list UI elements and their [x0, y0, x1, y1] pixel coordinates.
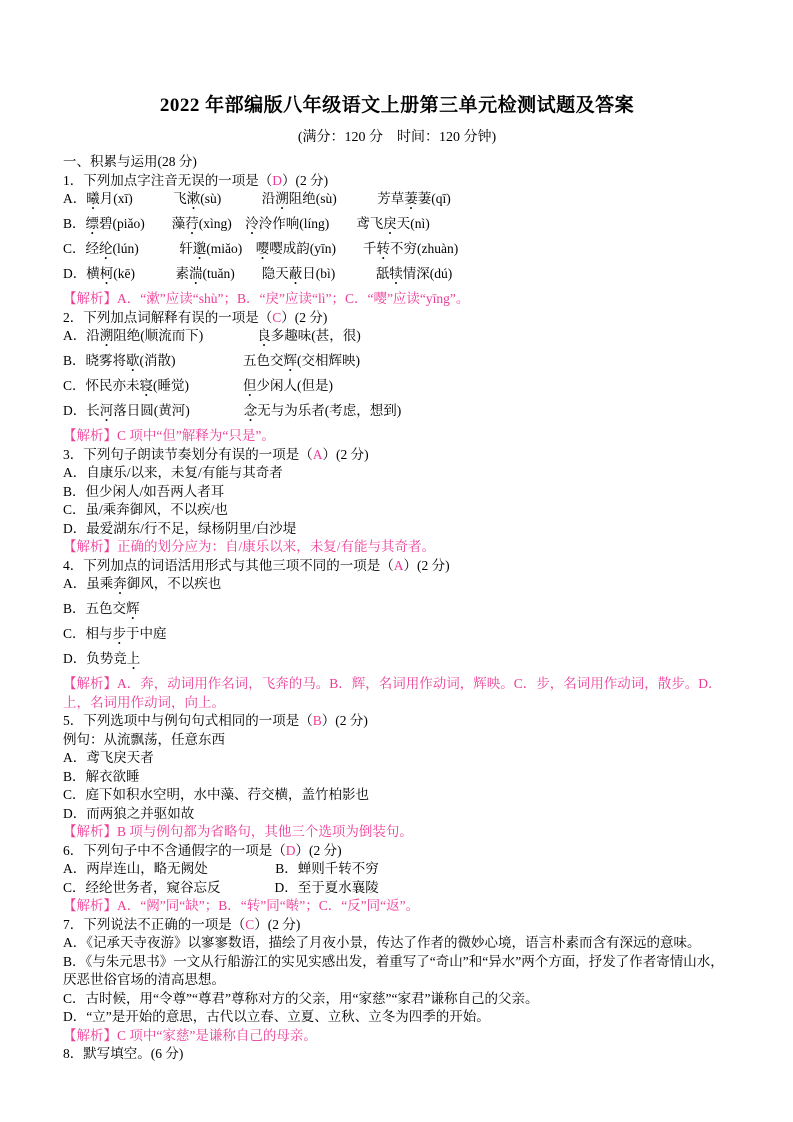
q3-option-a: A．自康乐/以来，未复/有能与其奇者	[63, 465, 283, 480]
emphasized-char: 步	[112, 626, 127, 641]
answer-letter: C	[245, 916, 255, 932]
emphasized-char: 河	[99, 403, 114, 418]
q4-option-b: B．五色交辉	[63, 600, 731, 619]
emphasized-char: 纶	[99, 241, 113, 256]
answer-letter: D	[285, 842, 296, 858]
emphasized-char: 歇	[126, 353, 140, 368]
emphasized-char: 湍	[188, 266, 203, 281]
emphasized-char: 念	[243, 403, 258, 418]
answer-letter: C	[272, 309, 282, 325]
emphasized-char: 转	[376, 241, 391, 256]
q4-option-c: C．相与步于中庭	[63, 625, 731, 644]
answer-letter: B	[312, 713, 322, 728]
document-body	[63, 153, 731, 1064]
emphasized-char: 良	[257, 328, 271, 343]
q6-analysis: 【解析】A．“阙”同“缺”；B．“转”同“啭”；C．“反”同“返”。	[63, 898, 420, 913]
emphasized-char: 嘤	[255, 241, 270, 256]
q3-analysis: 【解析】正确的划分应为：自/康乐以来，未复/有能与其奇者。	[63, 539, 436, 554]
q5-analysis: 【解析】B 项与例句都为省略句，其他三个选项为倒装句。	[63, 824, 413, 839]
q1-analysis: 【解析】A．“漱”应读“shù”；B．“戾”应读“lì”；C．“嘤”应读“yīng”。	[63, 291, 470, 306]
emphasized-char: 戾	[383, 216, 397, 231]
emphasized-char: 辉	[283, 353, 298, 368]
q5-example-sentence: 例句：从流飘荡，任意东西	[63, 731, 225, 747]
emphasized-char: 柯	[99, 266, 114, 281]
page-title: 2022 年部编版八年级语文上册第三单元检测试题及答案	[159, 95, 635, 116]
q1-option-d: D．横柯(kē) 素湍(tuǎn) 隐天蔽日(bì) 舐犊情深(dú)	[63, 265, 731, 284]
q6-options-c-d: C．经纶世务者，窥谷忘反 D．至于夏水襄陵	[63, 879, 379, 895]
q8-stem: 8．默写填空。(6 分)	[63, 1046, 184, 1061]
q4-option-a: A．虽乘奔御风，不以疾也	[63, 575, 731, 594]
emphasized-char: 奔	[113, 576, 127, 591]
q5-option-b: B．解衣欲睡	[63, 768, 140, 784]
emphasized-char: 但	[243, 378, 257, 393]
emphasized-char: 邈	[192, 241, 207, 256]
q7-option-c: C．古时候，用“令尊”“尊君”尊称对方的父亲，用“家慈”“家君”谦称自己的父亲。	[63, 990, 539, 1006]
q1-option-c: C．经纶(lún) 轩邈(miǎo) 嘤嘤成韵(yīn) 千转不穷(zhuàn)	[63, 240, 731, 259]
q1-option-a: A．曦月(xī) 飞漱(sù) 沿溯阻绝(sù) 芳草萋萋(qī)	[63, 190, 731, 209]
q7-option-d: D．“立”是开始的意思，古代以立春、立夏、立秋、立冬为四季的开始。	[63, 1009, 490, 1024]
q2-option-c: C．怀民亦未寝(睡觉) 但少闲人(但是)	[63, 377, 731, 396]
q6-options-a-b: A．两岸连山，略无阙处 B．蝉则千转不穷	[63, 861, 379, 876]
q2-option-b: B．晓雾将歇(消散) 五色交辉(交相辉映)	[63, 352, 731, 371]
emphasized-char: 辉	[126, 601, 140, 616]
q5-stem: 5．下列选项中与例句句式相同的一项是（B）(2 分)	[63, 713, 368, 728]
answer-letter: D	[272, 172, 282, 188]
emphasized-char: 蔽	[288, 266, 303, 281]
q5-option-c: C．庭下如积水空明，水中藻、荇交横，盖竹柏影也	[63, 787, 370, 802]
q4-analysis: 【解析】A．奔，动词用作名词，飞奔的马。B．辉，名词用作动词，辉映。C．步，名词用作动词，散步。D．上，名词用作动词，向上。	[63, 676, 722, 710]
q3-option-b: B．但少闲人/如吾两人者耳	[63, 483, 225, 499]
q3-option-d: D．最爱湖东/行不足，绿杨阴里/白沙堤	[63, 520, 297, 536]
q7-analysis: 【解析】C 项中“家慈”是谦称自己的母亲。	[63, 1027, 317, 1043]
q2-stem: 2．下列加点词解释有误的一项是（C）(2 分)	[63, 309, 328, 325]
q2-analysis: 【解析】C 项中“但”解释为“只是”。	[63, 428, 275, 443]
q4-option-d: D．负势竞上	[63, 650, 731, 669]
q5-option-d: D．而两狼之并驱如故	[63, 805, 195, 821]
q7-stem: 7．下列说法不正确的一项是（C）(2 分)	[63, 916, 301, 932]
emphasized-char: 溯	[275, 191, 289, 206]
emphasized-char: 溯	[99, 328, 114, 343]
q5-option-a: A．鸢飞戾天者	[63, 750, 154, 765]
q7-option-a: A．《记承天寺夜游》以寥寥数语，描绘了月夜小景，传达了作者的微妙心境，语言朴素而含有深远的意味。	[63, 935, 701, 950]
emphasized-char: 荇	[185, 216, 199, 231]
emphasized-char: 犊	[389, 266, 403, 281]
exam-score-time-info: (满分：120 分 时间：120 分钟)	[297, 130, 497, 145]
emphasized-char: 曦	[86, 191, 100, 206]
q6-stem: 6．下列句子中不含通假字的一项是（D）(2 分)	[63, 842, 342, 858]
emphasized-char: 泠	[245, 216, 259, 231]
answer-letter: A	[312, 446, 323, 462]
q2-option-a: A．沿溯阻绝(顺流而下) 良多趣味(甚，很)	[63, 327, 731, 346]
q4-stem: 4．下列加点的词语活用形式与其他三项不同的一项是（A）(2 分)	[63, 557, 450, 573]
emphasized-char: 漱	[186, 191, 201, 206]
q7-option-b: B．《与朱元思书》一文从行船游江的实见实感出发，着重写了“奇山”和“异水”两个方面，抒发了作者寄情山水，厌恶世俗官场的清高思想。	[63, 953, 724, 987]
emphasized-char: 萋	[404, 191, 418, 206]
q1-stem: 1．下列加点字注音无误的一项是（D）(2 分)	[63, 172, 329, 188]
emphasized-char: 寝	[139, 378, 154, 393]
q3-stem: 3．下列句子朗读节奏划分有误的一项是（A）(2 分)	[63, 446, 369, 462]
emphasized-char: 缥	[85, 216, 100, 231]
emphasized-char: 上	[126, 651, 141, 666]
q2-option-d: D．长河落日圆(黄河) 念无与为乐者(考虑，想到)	[63, 402, 731, 421]
answer-letter: A	[393, 557, 404, 573]
q1-option-b: B．缥碧(piǎo) 藻荇(xìng) 泠泠作响(líng) 鸢飞戾天(nì)	[63, 215, 731, 234]
q3-option-c: C．虽/乘奔御风，不以疾/也	[63, 502, 229, 517]
section-1-heading: 一、积累与运用(28 分)	[63, 154, 197, 169]
